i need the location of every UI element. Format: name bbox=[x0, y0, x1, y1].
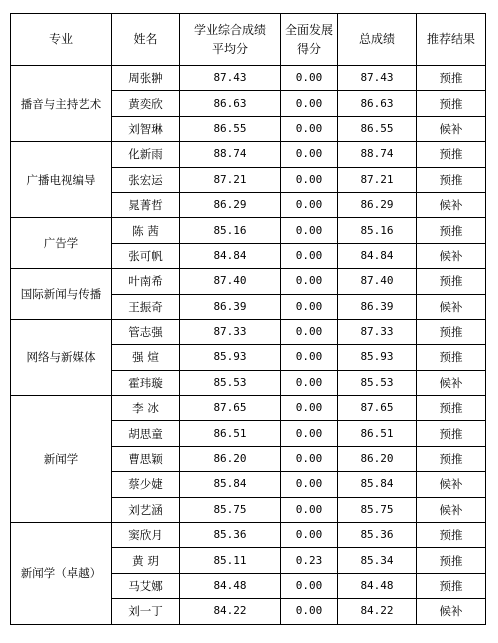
gpa-score-cell: 87.40 bbox=[180, 269, 281, 294]
total-score-cell: 87.43 bbox=[338, 66, 417, 91]
development-score-cell: 0.00 bbox=[281, 269, 338, 294]
recommendation-result-cell: 预推 bbox=[417, 573, 486, 598]
header-development: 全面发展 得分 bbox=[281, 14, 338, 66]
total-score-cell: 86.51 bbox=[338, 421, 417, 446]
gpa-score-cell: 86.63 bbox=[180, 91, 281, 116]
recommendation-result-cell: 候补 bbox=[417, 599, 486, 624]
development-score-cell: 0.00 bbox=[281, 370, 338, 395]
development-score-cell: 0.00 bbox=[281, 472, 338, 497]
major-cell: 网络与新媒体 bbox=[11, 319, 112, 395]
table-row bbox=[11, 396, 486, 421]
recommendation-result-cell: 预推 bbox=[417, 396, 486, 421]
table-row bbox=[11, 523, 486, 548]
student-name-cell: 管志强 bbox=[112, 319, 180, 344]
development-score-cell: 0.00 bbox=[281, 446, 338, 471]
gpa-score-cell: 85.36 bbox=[180, 523, 281, 548]
development-score-cell: 0.00 bbox=[281, 142, 338, 167]
table-row bbox=[11, 142, 486, 167]
major-cell: 国际新闻与传播 bbox=[11, 269, 112, 320]
recommendation-result-cell: 候补 bbox=[417, 294, 486, 319]
recommendation-result-cell: 预推 bbox=[417, 446, 486, 471]
development-score-cell: 0.00 bbox=[281, 345, 338, 370]
development-score-cell: 0.00 bbox=[281, 294, 338, 319]
table-row bbox=[11, 269, 486, 294]
student-name-cell: 刘一丁 bbox=[112, 599, 180, 624]
gpa-score-cell: 85.11 bbox=[180, 548, 281, 573]
table-row bbox=[11, 66, 486, 91]
recommendation-result-cell: 候补 bbox=[417, 370, 486, 395]
total-score-cell: 84.48 bbox=[338, 573, 417, 598]
header-row bbox=[11, 14, 486, 66]
gpa-score-cell: 84.48 bbox=[180, 573, 281, 598]
recommendation-result-cell: 预推 bbox=[417, 218, 486, 243]
student-name-cell: 黄奕欣 bbox=[112, 91, 180, 116]
total-score-cell: 84.84 bbox=[338, 243, 417, 268]
development-score-cell: 0.00 bbox=[281, 319, 338, 344]
total-score-cell: 85.84 bbox=[338, 472, 417, 497]
table-row bbox=[11, 319, 486, 344]
header-result: 推荐结果 bbox=[417, 14, 486, 66]
gpa-score-cell: 87.33 bbox=[180, 319, 281, 344]
development-score-cell: 0.00 bbox=[281, 91, 338, 116]
student-name-cell: 刘艺涵 bbox=[112, 497, 180, 522]
recommendation-results-table bbox=[10, 13, 486, 625]
gpa-score-cell: 87.21 bbox=[180, 167, 281, 192]
student-name-cell: 强 煊 bbox=[112, 345, 180, 370]
recommendation-result-cell: 预推 bbox=[417, 345, 486, 370]
gpa-score-cell: 88.74 bbox=[180, 142, 281, 167]
major-cell: 新闻学（卓越） bbox=[11, 523, 112, 625]
development-score-cell: 0.00 bbox=[281, 66, 338, 91]
student-name-cell: 胡思童 bbox=[112, 421, 180, 446]
recommendation-result-cell: 候补 bbox=[417, 116, 486, 141]
header-gpa: 学业综合成绩 平均分 bbox=[180, 14, 281, 66]
gpa-score-cell: 87.43 bbox=[180, 66, 281, 91]
gpa-score-cell: 84.84 bbox=[180, 243, 281, 268]
gpa-score-cell: 86.20 bbox=[180, 446, 281, 471]
student-name-cell: 陈 茜 bbox=[112, 218, 180, 243]
development-score-cell: 0.00 bbox=[281, 116, 338, 141]
major-cell: 广播电视编导 bbox=[11, 142, 112, 218]
total-score-cell: 88.74 bbox=[338, 142, 417, 167]
total-score-cell: 86.20 bbox=[338, 446, 417, 471]
student-name-cell: 马艾娜 bbox=[112, 573, 180, 598]
total-score-cell: 85.75 bbox=[338, 497, 417, 522]
total-score-cell: 87.40 bbox=[338, 269, 417, 294]
major-cell: 新闻学 bbox=[11, 396, 112, 523]
recommendation-result-cell: 预推 bbox=[417, 319, 486, 344]
recommendation-result-cell: 候补 bbox=[417, 243, 486, 268]
total-score-cell: 86.29 bbox=[338, 192, 417, 217]
development-score-cell: 0.00 bbox=[281, 497, 338, 522]
student-name-cell: 化新雨 bbox=[112, 142, 180, 167]
table-row bbox=[11, 218, 486, 243]
student-name-cell: 刘智琳 bbox=[112, 116, 180, 141]
gpa-score-cell: 86.55 bbox=[180, 116, 281, 141]
total-score-cell: 85.36 bbox=[338, 523, 417, 548]
gpa-score-cell: 86.29 bbox=[180, 192, 281, 217]
student-name-cell: 周张翀 bbox=[112, 66, 180, 91]
gpa-score-cell: 86.51 bbox=[180, 421, 281, 446]
development-score-cell: 0.00 bbox=[281, 599, 338, 624]
student-name-cell: 窦欣月 bbox=[112, 523, 180, 548]
recommendation-result-cell: 预推 bbox=[417, 523, 486, 548]
development-score-cell: 0.00 bbox=[281, 523, 338, 548]
total-score-cell: 85.16 bbox=[338, 218, 417, 243]
total-score-cell: 85.53 bbox=[338, 370, 417, 395]
gpa-score-cell: 85.75 bbox=[180, 497, 281, 522]
total-score-cell: 84.22 bbox=[338, 599, 417, 624]
student-name-cell: 晁菁哲 bbox=[112, 192, 180, 217]
major-cell: 广告学 bbox=[11, 218, 112, 269]
recommendation-result-cell: 预推 bbox=[417, 142, 486, 167]
development-score-cell: 0.00 bbox=[281, 243, 338, 268]
student-name-cell: 曹思颖 bbox=[112, 446, 180, 471]
total-score-cell: 87.65 bbox=[338, 396, 417, 421]
total-score-cell: 86.63 bbox=[338, 91, 417, 116]
student-name-cell: 张宏运 bbox=[112, 167, 180, 192]
development-score-cell: 0.00 bbox=[281, 421, 338, 446]
recommendation-result-cell: 预推 bbox=[417, 91, 486, 116]
recommendation-result-cell: 预推 bbox=[417, 421, 486, 446]
recommendation-result-cell: 候补 bbox=[417, 472, 486, 497]
gpa-score-cell: 84.22 bbox=[180, 599, 281, 624]
total-score-cell: 85.34 bbox=[338, 548, 417, 573]
recommendation-result-cell: 预推 bbox=[417, 66, 486, 91]
development-score-cell: 0.00 bbox=[281, 192, 338, 217]
header-total: 总成绩 bbox=[338, 14, 417, 66]
header-major: 专业 bbox=[11, 14, 112, 66]
recommendation-result-cell: 预推 bbox=[417, 167, 486, 192]
gpa-score-cell: 85.84 bbox=[180, 472, 281, 497]
gpa-score-cell: 86.39 bbox=[180, 294, 281, 319]
development-score-cell: 0.23 bbox=[281, 548, 338, 573]
student-name-cell: 霍玮璇 bbox=[112, 370, 180, 395]
recommendation-result-cell: 预推 bbox=[417, 269, 486, 294]
header-name: 姓名 bbox=[112, 14, 180, 66]
gpa-score-cell: 85.93 bbox=[180, 345, 281, 370]
student-name-cell: 李 冰 bbox=[112, 396, 180, 421]
major-cell: 播音与主持艺术 bbox=[11, 66, 112, 142]
total-score-cell: 85.93 bbox=[338, 345, 417, 370]
gpa-score-cell: 85.53 bbox=[180, 370, 281, 395]
total-score-cell: 87.33 bbox=[338, 319, 417, 344]
student-name-cell: 王振奇 bbox=[112, 294, 180, 319]
student-name-cell: 叶南希 bbox=[112, 269, 180, 294]
student-name-cell: 黄 玥 bbox=[112, 548, 180, 573]
development-score-cell: 0.00 bbox=[281, 167, 338, 192]
total-score-cell: 87.21 bbox=[338, 167, 417, 192]
recommendation-result-cell: 候补 bbox=[417, 497, 486, 522]
gpa-score-cell: 87.65 bbox=[180, 396, 281, 421]
recommendation-result-cell: 候补 bbox=[417, 192, 486, 217]
development-score-cell: 0.00 bbox=[281, 573, 338, 598]
development-score-cell: 0.00 bbox=[281, 396, 338, 421]
total-score-cell: 86.39 bbox=[338, 294, 417, 319]
student-name-cell: 蔡少婕 bbox=[112, 472, 180, 497]
total-score-cell: 86.55 bbox=[338, 116, 417, 141]
development-score-cell: 0.00 bbox=[281, 218, 338, 243]
student-name-cell: 张可帆 bbox=[112, 243, 180, 268]
gpa-score-cell: 85.16 bbox=[180, 218, 281, 243]
recommendation-result-cell: 预推 bbox=[417, 548, 486, 573]
